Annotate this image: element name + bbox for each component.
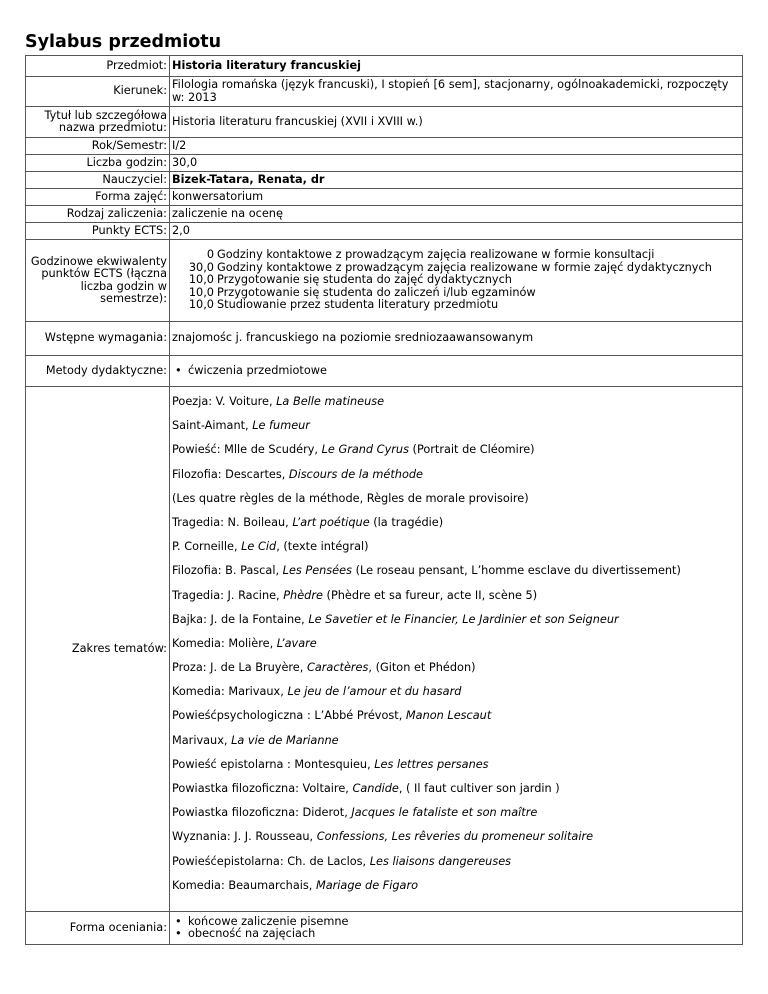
value-tytul: Historia literaturu francuskiej (XVII i XVIII w.) [170,107,743,138]
topic-item: Tragedia: J. Racine, Phèdre (Phèdre et sa fureur, acte II, scène 5) [172,588,538,602]
label-nauczyciel: Nauczyciel: [26,172,170,189]
row-rok [26,138,743,155]
label-godziny: Liczba godzin: [26,155,170,172]
topic-item: Filozofia: Descartes, Discours de la méthode [172,467,423,481]
topic-item: Komedia: Molière, L’avare [172,636,317,650]
label-kierunek: Kierunek: [26,77,170,107]
subject-name: Historia literatury francuskiej [170,56,743,77]
row-zakres [26,387,743,912]
row-zaliczenie [26,206,743,223]
ects-hours-item: 30,0 Godziny kontaktowe z prowadzącym zajęcia realizowane w formie zajęć dydaktycznych [188,260,712,274]
topic-item: (Les quatre règles de la méthode, Règles de morale provisoire) [172,491,529,505]
row-nauczyciel [26,172,743,189]
row-forma [26,189,743,206]
topic-item: Tragedia: N. Boileau, L’art poétique (la tragédie) [172,515,444,529]
label-ects-hours: Godzinowe ekwiwalenty punktów ECTS (łączna liczba godzin w semestrze): [26,240,170,322]
label-ects: Punkty ECTS: [26,223,170,240]
row-ects [26,223,743,240]
value-wymagania: znajomośc j. francuskiego na poziomie sredniozaawansowanym [170,322,743,356]
topic-item: Powieśćpsychologiczna : L’Abbé Prévost, Manon Lescaut [172,709,492,723]
row-przedmiot [26,56,743,77]
row-ects-hours [26,240,743,322]
topic-item: Komedia: Beaumarchais, Mariage de Figaro [172,878,419,892]
label-rok: Rok/Semestr: [26,138,170,155]
topic-item: Wyznania: J. J. Rousseau, Confessions, Les rêveries du promeneur solitaire [172,830,594,844]
page-title: Sylabus przedmiotu [25,32,222,52]
topic-item: Marivaux, La vie de Marianne [172,733,339,747]
row-ocena [26,912,743,945]
value-zaliczenie: zaliczenie na ocenę [170,206,743,223]
value-metody [170,356,743,387]
list-item: • obecność na zajęciach [172,928,740,941]
list-item: • ćwiczenia przedmiotowe [172,365,740,378]
label-wymagania: Wstępne wymagania: [26,322,170,356]
value-rok: I/2 [170,138,743,155]
value-godziny: 30,0 [170,155,743,172]
label-metody: Metody dydaktyczne: [26,356,170,387]
value-forma: konwersatorium [170,189,743,206]
topics-list [170,387,743,912]
label-tytul: Tytuł lub szczegółowa nazwa przedmiotu: [26,107,170,138]
ects-hours-item: 10,0 Studiowanie przez studenta literatury przedmiotu [188,298,499,312]
topic-item: Poezja: V. Voiture, La Belle matineuse [172,395,385,409]
value-ocena [170,912,743,945]
topic-item: P. Corneille, Le Cid, (texte intégral) [172,540,369,554]
topic-item: Powiastka filozoficzna: Diderot, Jacques le fataliste et son maître [172,806,538,820]
topic-item: Proza: J. de La Bruyère, Caractères, (Giton et Phédon) [172,661,476,675]
row-metody [26,356,743,387]
syllabus-table [25,55,743,945]
topic-item: Powieśćepistolarna: Ch. de Laclos, Les liaisons dangereuses [172,854,512,868]
topic-item: Powieść: Mlle de Scudéry, Le Grand Cyrus (Portrait de Cléomire) [172,443,535,457]
ects-hours-item: 10,0 Przygotowanie się studenta do zajęć dydaktycznych [188,273,512,287]
topic-item: Powiastka filozoficzna: Voltaire, Candide, ( Il faut cultiver son jardin ) [172,782,560,796]
topic-item: Powieść epistolarna : Montesquieu, Les lettres persanes [172,757,489,771]
label-przedmiot: Przedmiot: [26,56,170,77]
ects-hours-item: 10,0 Przygotowanie się studenta do zaliczeń i/lub egzaminów [188,285,536,299]
label-zakres: Zakres tematów: [26,387,170,912]
topic-item: Filozofia: B. Pascal, Les Pensées (Le roseau pensant, L’homme esclave du divertissement) [172,564,681,578]
row-kierunek [26,77,743,107]
topic-item: Komedia: Marivaux, Le jeu de l’amour et du hasard [172,685,462,699]
topic-item: Bajka: J. de la Fontaine, Le Savetier et le Financier, Le Jardinier et son Seigneur [172,612,619,626]
value-kierunek: Filologia romańska (język francuski), I stopień [6 sem], stacjonarny, ogólnoakademicki, rozpoczęty w: 2013 [170,77,743,107]
value-ects: 2,0 [170,223,743,240]
ects-hours-item: 0 Godziny kontaktowe z prowadzącym zajęcia realizowane w formie konsultacji [206,248,655,262]
ects-hours-list [170,240,743,322]
label-ocena: Forma oceniania: [26,912,170,945]
row-tytul [26,107,743,138]
list-item: • końcowe zaliczenie pisemne [172,916,740,929]
label-zaliczenie: Rodzaj zaliczenia: [26,206,170,223]
row-wymagania [26,322,743,356]
topic-item: Saint-Aimant, Le fumeur [172,419,310,433]
row-godziny [26,155,743,172]
value-nauczyciel: Bizek-Tatara, Renata, dr [170,172,743,189]
label-forma: Forma zajęć: [26,189,170,206]
